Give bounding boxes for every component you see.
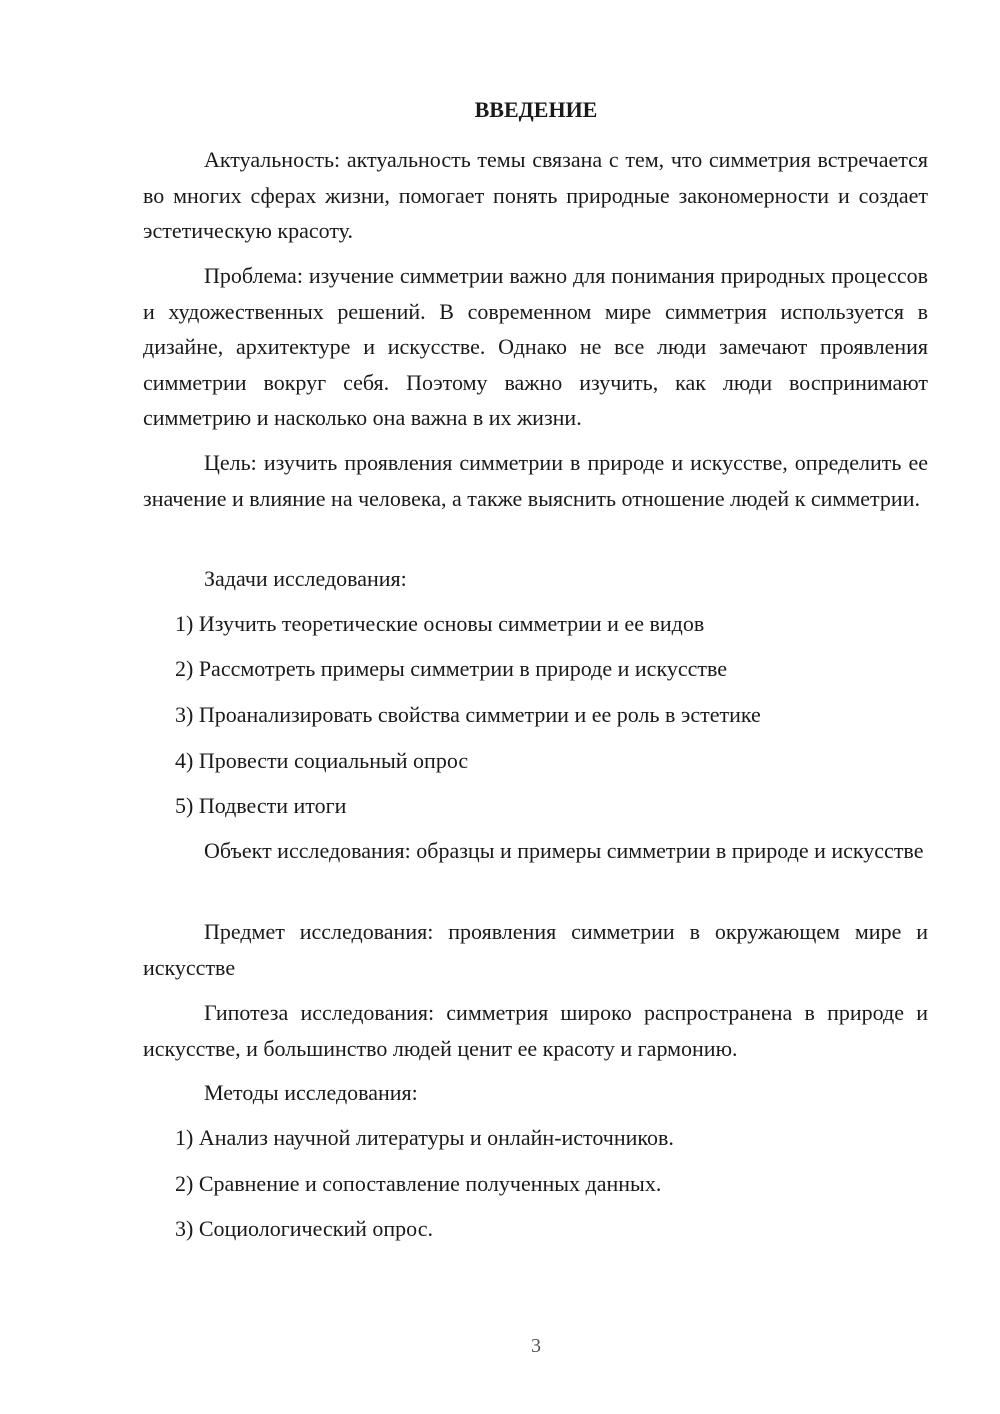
- page-number: 3: [531, 1335, 541, 1357]
- tasks-heading: Задачи исследования:: [204, 566, 407, 591]
- subject-paragraph: Предмет исследования: проявления симметрии в окружающем мире и искусстве: [143, 919, 928, 980]
- task-item-2: 2) Рассмотреть примеры симметрии в природе и искусстве: [175, 656, 727, 681]
- method-item-3: 3) Социологический опрос.: [175, 1216, 433, 1241]
- goal-paragraph: Цель: изучить проявления симметрии в природе и искусстве, определить ее значение и влияние на человека, а также выяснить отношение людей к симметрии.: [143, 450, 928, 511]
- object-paragraph: Объект исследования: образцы и примеры симметрии в природе и искусстве: [204, 838, 924, 863]
- task-item-5: 5) Подвести итоги: [175, 793, 347, 818]
- section-title: ВВЕДЕНИЕ: [474, 97, 598, 122]
- methods-heading: Методы исследования:: [204, 1080, 418, 1105]
- method-item-1: 1) Анализ научной литературы и онлайн-источников.: [175, 1125, 674, 1150]
- task-item-1: 1) Изучить теоретические основы симметрии и ее видов: [175, 611, 705, 636]
- relevance-paragraph: Актуальность: актуальность темы связана с тем, что симметрия встречается во многих сферах жизни, помогает понять природные закономерности и создает эстетическую красоту.: [143, 147, 928, 244]
- method-item-2: 2) Сравнение и сопоставление полученных данных.: [175, 1171, 662, 1196]
- problem-paragraph: Проблема: изучение симметрии важно для понимания природных процессов и художественных решений. В современном мире симметрия используется в дизайне, архитектуре и искусстве. Однако не все люди замечают проявления симметрии вокруг себя. Поэтому важно изучить, как люди воспринимают симметрию и насколько она важна в их жизни.: [143, 263, 928, 431]
- hypothesis-paragraph: Гипотеза исследования: симметрия широко распространена в природе и искусстве, и большинство людей ценит ее красоту и гармонию.: [143, 1000, 928, 1061]
- task-item-3: 3) Проанализировать свойства симметрии и ее роль в эстетике: [175, 702, 761, 727]
- task-item-4: 4) Провести социальный опрос: [175, 748, 469, 773]
